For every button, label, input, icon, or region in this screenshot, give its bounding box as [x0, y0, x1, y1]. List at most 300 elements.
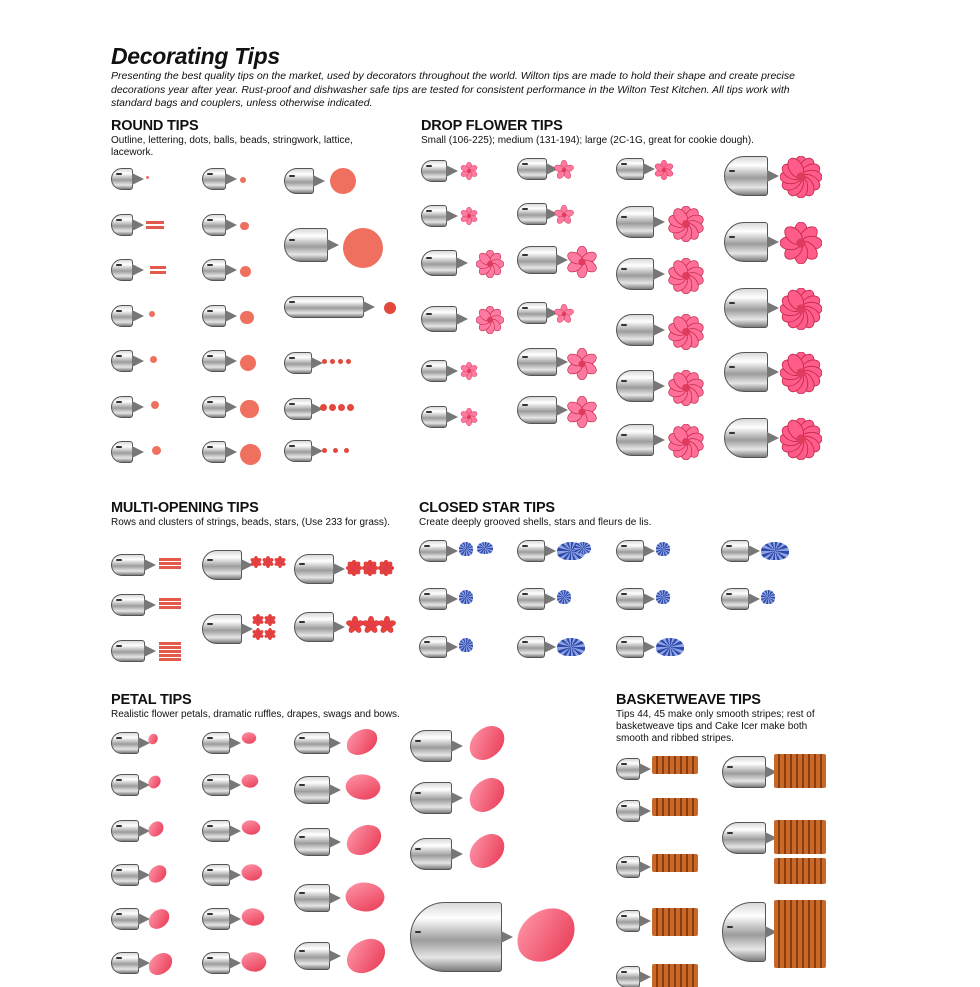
petal-sample	[343, 726, 380, 757]
nozzle-tip	[363, 301, 375, 313]
icing-dot	[322, 359, 327, 364]
nozzle-body	[111, 441, 133, 463]
nozzle-body	[421, 406, 447, 428]
nozzle-tip	[446, 641, 458, 653]
tip-item	[202, 396, 238, 420]
nozzle-icon	[721, 540, 761, 562]
nozzle-body	[410, 730, 452, 762]
petal-sample	[463, 773, 510, 816]
nozzle-body	[722, 756, 766, 788]
tip-item	[410, 730, 464, 764]
section-title: DROP FLOWER TIPS	[421, 118, 563, 134]
tip-item	[111, 864, 151, 888]
piped-flower-icon	[252, 614, 264, 626]
tip-item	[517, 203, 559, 227]
tip-item	[202, 550, 254, 582]
drop-flower-tips-section	[421, 118, 861, 147]
section-description: Outline, lettering, dots, balls, beads, stringwork, lattice, lacework.	[111, 135, 353, 158]
nozzle-body	[419, 540, 447, 562]
tip-number-label	[727, 766, 733, 768]
nozzle-body	[111, 214, 133, 236]
tip-item	[722, 822, 778, 856]
tip-item	[111, 554, 157, 578]
section-title: BASKETWEAVE TIPS	[616, 692, 761, 708]
nozzle-icon	[410, 730, 464, 762]
nozzle-body	[111, 259, 133, 281]
nozzle-tip	[132, 264, 144, 276]
basketweave-sample	[774, 858, 826, 884]
nozzle-body	[294, 776, 330, 804]
nozzle-icon	[202, 305, 238, 327]
tip-item	[284, 168, 326, 196]
icing-dot	[330, 359, 335, 364]
nozzle-icon	[419, 588, 459, 610]
nozzle-icon	[111, 908, 151, 930]
tip-item	[616, 966, 652, 987]
nozzle-tip	[446, 365, 458, 377]
nozzle-body	[202, 305, 226, 327]
nozzle-tip	[229, 825, 241, 837]
icing-dot	[149, 311, 155, 317]
nozzle-body	[721, 540, 749, 562]
icing-stripe	[159, 654, 181, 657]
nozzle-body	[202, 820, 230, 842]
icing-dot	[240, 444, 261, 465]
nozzle-body	[284, 168, 314, 194]
basketweave-sample	[652, 964, 698, 987]
tip-number-label	[116, 446, 122, 448]
nozzle-tip	[313, 175, 325, 187]
piped-flower-icon	[346, 560, 362, 576]
icing-dot	[152, 446, 161, 455]
nozzle-icon	[721, 588, 761, 610]
tip-number-label	[116, 645, 122, 647]
tip-number-label	[116, 310, 122, 312]
tip-number-label	[522, 404, 528, 406]
blue-star-sample	[459, 638, 473, 652]
nozzle-tip	[643, 545, 655, 557]
nozzle-tip	[653, 216, 665, 228]
nozzle-body	[517, 540, 545, 562]
nozzle-body	[294, 554, 334, 584]
nozzle-tip	[144, 645, 156, 657]
nozzle-icon	[202, 350, 238, 372]
piped-flower-icon	[780, 222, 822, 264]
tip-item	[517, 636, 557, 660]
tip-item	[724, 156, 780, 198]
nozzle-tip	[456, 257, 468, 269]
tip-number-label	[299, 563, 305, 565]
tip-number-label	[522, 254, 528, 256]
nozzle-tip	[329, 737, 341, 749]
tip-number-label	[116, 173, 122, 175]
tip-number-label	[207, 623, 213, 625]
nozzle-tip	[229, 737, 241, 749]
piped-flower-icon	[554, 160, 574, 180]
nozzle-body	[202, 732, 230, 754]
nozzle-icon	[616, 206, 666, 238]
tip-item	[517, 302, 559, 326]
nozzle-tip	[748, 545, 760, 557]
icing-stripe	[150, 271, 166, 274]
section-description: Create deeply grooved shells, stars and fleurs de lis.	[419, 517, 652, 528]
icing-dot	[151, 401, 159, 409]
nozzle-icon	[202, 732, 242, 754]
tip-item	[111, 168, 145, 192]
nozzle-tip	[653, 380, 665, 392]
petal-sample	[240, 730, 258, 747]
nozzle-body	[421, 306, 457, 332]
nozzle-icon	[616, 258, 666, 290]
nozzle-icon	[202, 550, 254, 580]
nozzle-tip	[144, 559, 156, 571]
petal-tips-section	[111, 692, 551, 721]
tip-item	[111, 774, 151, 798]
nozzle-body	[724, 156, 768, 196]
tip-item	[724, 288, 780, 330]
nozzle-icon	[517, 246, 569, 274]
tip-number-label	[207, 401, 213, 403]
nozzle-tip	[229, 957, 241, 969]
nozzle-body	[616, 758, 640, 780]
tip-item	[517, 348, 569, 378]
nozzle-body	[294, 732, 330, 754]
tip-item	[616, 158, 656, 182]
nozzle-body	[294, 828, 330, 856]
tip-number-label	[424, 641, 430, 643]
nozzle-icon	[111, 594, 157, 616]
nozzle-icon	[111, 820, 151, 842]
tip-number-label	[727, 926, 733, 928]
icing-dot	[150, 356, 157, 363]
tip-number-label	[116, 599, 122, 601]
tip-number-label	[207, 869, 213, 871]
tip-number-label	[116, 737, 122, 739]
piped-flower-icon	[566, 246, 598, 278]
tip-number-label	[729, 366, 735, 368]
blue-star-sample	[557, 590, 571, 604]
piped-flower-icon	[262, 556, 274, 568]
tip-item	[111, 214, 145, 238]
tip-number-label	[424, 545, 430, 547]
blue-star-sample	[575, 542, 591, 554]
nozzle-icon	[724, 288, 780, 328]
nozzle-body	[616, 424, 654, 456]
nozzle-body	[111, 305, 133, 327]
nozzle-body	[111, 594, 145, 616]
catalog-page	[108, 26, 870, 987]
tip-item	[421, 250, 469, 278]
piped-flower-icon	[780, 288, 822, 330]
tip-number-label	[415, 848, 421, 850]
nozzle-icon	[111, 396, 145, 418]
icing-dot	[322, 448, 327, 453]
icing-dot	[240, 266, 251, 277]
nozzle-icon	[419, 540, 459, 562]
tip-item	[111, 396, 145, 420]
tip-number-label	[621, 971, 627, 973]
nozzle-body	[724, 352, 768, 392]
tip-number-label	[621, 268, 627, 270]
icing-stripe	[146, 221, 164, 224]
nozzle-body	[294, 942, 330, 970]
tip-item	[284, 352, 324, 376]
nozzle-icon	[722, 756, 778, 788]
tip-number-label	[116, 779, 122, 781]
tip-number-label	[116, 559, 122, 561]
tip-item	[202, 820, 242, 844]
nozzle-tip	[132, 446, 144, 458]
nozzle-icon	[202, 820, 242, 842]
icing-dot	[329, 404, 336, 411]
tip-item	[421, 406, 459, 430]
nozzle-icon	[724, 352, 780, 392]
icing-dot	[240, 177, 246, 183]
nozzle-icon	[202, 441, 238, 463]
tip-number-label	[424, 593, 430, 595]
piped-flower-icon	[668, 370, 704, 406]
tip-item	[202, 614, 254, 646]
page-intro: Presenting the best quality tips on the market, used by decorators throughout the world. Wilton tips are made to hold their shape and create precise decorations year after year. Rust-proof and dishwasher safe tips are tested for consistent performance in the Wilton Test Kitchen. All tips work with standard bags and couplers, unless otherwise indicated.	[111, 70, 795, 109]
icing-stripe	[159, 558, 181, 561]
nozzle-body	[616, 588, 644, 610]
petal-sample	[239, 861, 264, 884]
tip-number-label	[621, 216, 627, 218]
nozzle-body	[517, 396, 557, 424]
nozzle-icon	[421, 306, 469, 332]
piped-flower-icon	[378, 616, 396, 634]
tip-item	[202, 305, 238, 329]
tip-item	[517, 588, 557, 612]
nozzle-icon	[616, 758, 652, 780]
tip-number-label	[621, 805, 627, 807]
tip-item	[722, 902, 778, 964]
nozzle-body	[616, 966, 640, 987]
tip-number-label	[621, 641, 627, 643]
tip-item	[294, 732, 342, 756]
piped-flower-icon	[264, 614, 276, 626]
nozzle-body	[284, 296, 364, 318]
nozzle-body	[410, 902, 502, 972]
tip-item	[294, 828, 342, 858]
tip-number-label	[207, 310, 213, 312]
nozzle-icon	[111, 214, 145, 236]
nozzle-icon	[294, 828, 342, 856]
tip-item	[721, 588, 761, 612]
blue-star-sample	[656, 638, 684, 656]
piped-flower-icon	[654, 160, 674, 180]
tip-number-label	[729, 302, 735, 304]
nozzle-tip	[446, 411, 458, 423]
nozzle-icon	[202, 214, 238, 236]
nozzle-tip	[639, 763, 651, 775]
tip-number-label	[726, 593, 732, 595]
nozzle-tip	[643, 593, 655, 605]
tip-number-label	[426, 411, 432, 413]
nozzle-body	[517, 302, 547, 324]
nozzle-icon	[419, 636, 459, 658]
icing-stripe	[159, 602, 181, 605]
nozzle-icon	[111, 732, 151, 754]
piped-flower-icon	[362, 560, 378, 576]
nozzle-body	[202, 908, 230, 930]
tip-item	[202, 350, 238, 374]
nozzle-body	[284, 398, 312, 420]
tip-number-label	[289, 357, 295, 359]
section-title: MULTI-OPENING TIPS	[111, 500, 259, 516]
nozzle-icon	[202, 614, 254, 644]
nozzle-body	[202, 864, 230, 886]
nozzle-tip	[643, 641, 655, 653]
nozzle-body	[202, 168, 226, 190]
nozzle-body	[111, 908, 139, 930]
tip-item	[616, 758, 652, 782]
nozzle-icon	[294, 776, 342, 804]
nozzle-tip	[544, 641, 556, 653]
blue-star-sample	[477, 542, 493, 554]
tip-number-label	[621, 545, 627, 547]
tip-item	[722, 756, 778, 790]
nozzle-icon	[517, 540, 557, 562]
tip-number-label	[299, 950, 305, 952]
nozzle-tip	[767, 236, 779, 248]
nozzle-icon	[294, 554, 346, 584]
nozzle-tip	[653, 434, 665, 446]
tip-number-label	[207, 913, 213, 915]
nozzle-tip	[544, 593, 556, 605]
tip-item	[616, 370, 666, 404]
tip-item	[202, 908, 242, 932]
petal-sample	[342, 876, 388, 917]
piped-flower-icon	[460, 408, 478, 426]
tip-number-label	[621, 324, 627, 326]
blue-star-sample	[459, 590, 473, 604]
tip-number-label	[289, 175, 295, 177]
tip-item	[419, 588, 459, 612]
tip-number-label	[726, 545, 732, 547]
nozzle-body	[284, 228, 328, 262]
tip-item	[284, 296, 376, 320]
nozzle-icon	[294, 612, 346, 642]
nozzle-body	[616, 910, 640, 932]
tip-item	[294, 612, 346, 644]
tip-item	[616, 856, 652, 880]
nozzle-icon	[517, 302, 559, 324]
nozzle-icon	[616, 540, 656, 562]
tip-number-label	[522, 356, 528, 358]
tip-number-label	[116, 957, 122, 959]
tip-item	[421, 205, 459, 229]
nozzle-body	[202, 441, 226, 463]
tip-number-label	[289, 239, 295, 241]
nozzle-tip	[132, 219, 144, 231]
tip-item	[517, 396, 569, 426]
nozzle-body	[724, 222, 768, 262]
nozzle-tip	[767, 432, 779, 444]
nozzle-tip	[456, 313, 468, 325]
icing-dot	[240, 400, 259, 419]
tip-number-label	[299, 892, 305, 894]
nozzle-icon	[616, 966, 652, 987]
tip-item	[421, 160, 459, 184]
nozzle-body	[202, 952, 230, 974]
tip-item	[421, 306, 469, 334]
nozzle-tip	[229, 869, 241, 881]
tip-number-label	[299, 621, 305, 623]
tip-number-label	[116, 869, 122, 871]
tip-item	[111, 594, 157, 618]
nozzle-icon	[410, 902, 514, 972]
tip-item	[410, 782, 464, 816]
icing-stripe	[159, 562, 181, 565]
nozzle-body	[111, 820, 139, 842]
tip-number-label	[207, 737, 213, 739]
nozzle-body	[111, 396, 133, 418]
nozzle-tip	[132, 355, 144, 367]
tip-item	[294, 884, 342, 914]
tip-item	[111, 952, 151, 976]
nozzle-body	[616, 370, 654, 402]
nozzle-body	[616, 258, 654, 290]
nozzle-icon	[202, 259, 238, 281]
nozzle-icon	[421, 360, 459, 382]
blue-star-sample	[761, 542, 789, 560]
piped-flower-icon	[250, 556, 262, 568]
piped-flower-icon	[554, 205, 574, 225]
nozzle-icon	[616, 314, 666, 346]
icing-stripe	[159, 598, 181, 601]
page-title: Decorating Tips	[111, 43, 280, 69]
piped-flower-icon	[566, 396, 598, 428]
basketweave-sample	[652, 854, 698, 872]
basketweave-sample	[652, 756, 698, 774]
tip-number-label	[522, 593, 528, 595]
nozzle-icon	[517, 588, 557, 610]
nozzle-icon	[722, 822, 778, 854]
nozzle-body	[202, 614, 242, 644]
nozzle-body	[616, 158, 644, 180]
nozzle-icon	[616, 856, 652, 878]
tip-number-label	[116, 264, 122, 266]
nozzle-icon	[202, 908, 242, 930]
blue-star-sample	[761, 590, 775, 604]
piped-flower-icon	[780, 156, 822, 198]
nozzle-icon	[722, 902, 778, 962]
tip-item	[202, 774, 242, 798]
tip-item	[284, 228, 340, 264]
piped-flower-icon	[274, 556, 286, 568]
nozzle-body	[111, 864, 139, 886]
nozzle-body	[111, 640, 145, 662]
tip-number-label	[729, 432, 735, 434]
nozzle-tip	[653, 324, 665, 336]
icing-dot	[347, 404, 354, 411]
nozzle-body	[202, 259, 226, 281]
nozzle-tip	[225, 446, 237, 458]
nozzle-icon	[284, 296, 376, 318]
tip-number-label	[207, 264, 213, 266]
tip-number-label	[207, 446, 213, 448]
tip-item	[410, 838, 464, 872]
nozzle-tip	[767, 170, 779, 182]
nozzle-body	[722, 902, 766, 962]
piped-flower-icon	[252, 628, 264, 640]
piped-flower-icon	[668, 314, 704, 350]
nozzle-tip	[333, 563, 345, 575]
tip-number-label	[289, 445, 295, 447]
tip-item	[111, 820, 151, 844]
nozzle-tip	[132, 310, 144, 322]
